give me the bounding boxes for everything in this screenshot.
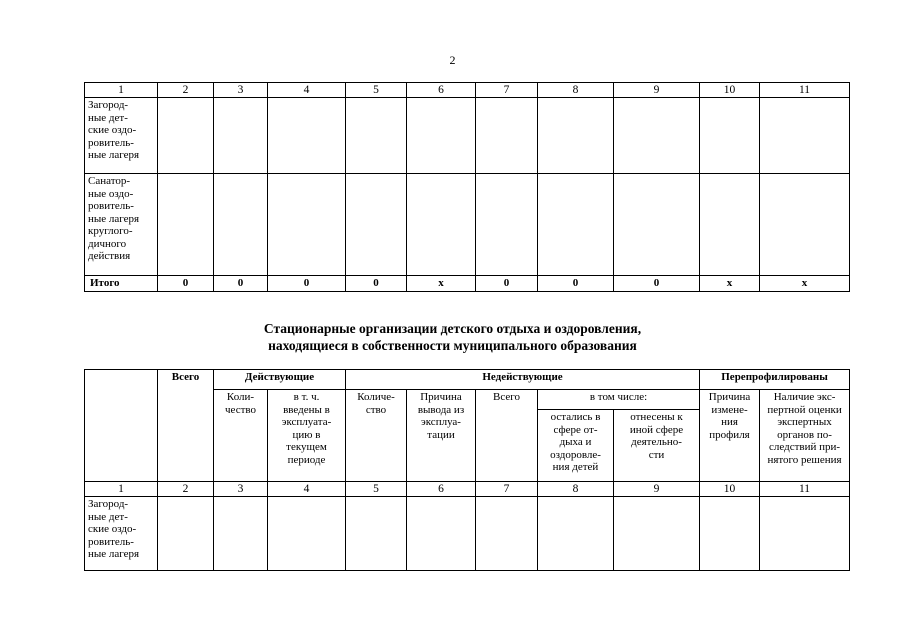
summary-table	[84, 82, 850, 292]
category-line: ные дет-	[88, 111, 128, 124]
total-value: x	[760, 276, 850, 292]
table-cell	[158, 98, 214, 174]
header-profile-reason: Причина измене- ния профиля	[700, 390, 760, 482]
page-number: 2	[449, 53, 456, 67]
table-cell	[214, 174, 268, 276]
column-number-row	[85, 83, 850, 98]
total-label: Итого	[85, 276, 158, 292]
col-number: 6	[407, 83, 476, 98]
header-count: Коли- чество	[214, 390, 268, 482]
col-number: 8	[538, 482, 614, 497]
table-cell	[700, 174, 760, 276]
table-cell	[158, 497, 214, 571]
table-cell	[538, 174, 614, 276]
category-line: ные дет-	[88, 510, 128, 523]
category-line: ные лагеря	[88, 149, 140, 161]
table-cell	[476, 174, 538, 276]
total-value: 0	[538, 276, 614, 292]
table-row	[85, 497, 850, 571]
header-inactive-count: Количе- ство	[346, 390, 407, 482]
category-line: круглого-	[88, 225, 133, 237]
section-title	[0, 320, 905, 354]
col-number: 5	[346, 83, 407, 98]
header-cell-empty	[85, 370, 158, 482]
col-number: 11	[760, 83, 850, 98]
table-cell	[538, 98, 614, 174]
table-cell	[700, 98, 760, 174]
table-cell	[268, 98, 346, 174]
header-incl-commissioned: в т. ч. введены в эксплуата- цию в текущем периоде	[268, 390, 346, 482]
col-number: 2	[158, 482, 214, 497]
total-value: 0	[268, 276, 346, 292]
row-category	[85, 98, 158, 174]
header-row	[85, 370, 850, 390]
category-line: действия	[88, 250, 131, 262]
facilities-table	[84, 369, 850, 571]
header-assigned-other: отнесены к иной сфере деятельно- сти	[614, 410, 700, 482]
header-total: Всего	[158, 370, 214, 482]
table-cell	[268, 497, 346, 571]
category-line: ные лагеря	[88, 548, 140, 560]
table-cell	[214, 497, 268, 571]
header-remained: остались в сфере от- дыха и оздоровле- ния детей	[538, 410, 614, 482]
col-number: 3	[214, 83, 268, 98]
col-number: 11	[760, 482, 850, 497]
col-number: 10	[700, 482, 760, 497]
table-row	[85, 98, 850, 174]
table-cell	[268, 174, 346, 276]
table-cell	[158, 174, 214, 276]
table-cell	[346, 174, 407, 276]
header-inactive-total: Всего	[476, 390, 538, 482]
category-line: ровитель-	[88, 200, 134, 212]
table-cell	[214, 98, 268, 174]
col-number: 9	[614, 83, 700, 98]
category-line: Санатор-	[88, 175, 131, 187]
section-title-line: находящиеся в собственности муниципального образования	[268, 338, 637, 353]
col-number: 3	[214, 482, 268, 497]
table-cell	[538, 497, 614, 571]
table-cell	[760, 174, 850, 276]
category-line: дичного	[88, 237, 127, 250]
table-cell	[346, 497, 407, 571]
category-line: Загород-	[88, 498, 129, 510]
column-number-row	[85, 482, 850, 497]
col-number: 2	[158, 83, 214, 98]
category-line: ровитель-	[88, 136, 134, 149]
table-cell	[614, 497, 700, 571]
col-number: 7	[476, 83, 538, 98]
col-number: 4	[268, 482, 346, 497]
table-row	[85, 174, 850, 276]
total-value: 0	[346, 276, 407, 292]
table-cell	[407, 98, 476, 174]
category-line: ные лагеря	[88, 212, 140, 225]
header-expert-assessment: Наличие экс- пертной оценки экспертных органов по- следствий при- нятого решения	[760, 390, 850, 482]
total-row	[85, 276, 850, 292]
table-cell	[700, 497, 760, 571]
row-category	[85, 174, 158, 276]
table-cell	[760, 98, 850, 174]
col-number: 9	[614, 482, 700, 497]
row-category	[85, 497, 158, 571]
total-value: 0	[214, 276, 268, 292]
col-number: 5	[346, 482, 407, 497]
header-including: в том числе:	[538, 390, 700, 410]
category-line: ские оздо-	[88, 124, 137, 136]
category-line: Загород-	[88, 99, 129, 111]
table-cell	[760, 497, 850, 571]
table-cell	[407, 174, 476, 276]
category-line: ровитель-	[88, 535, 134, 548]
col-number: 1	[85, 482, 158, 497]
header-reprofiled: Перепрофилированы	[700, 370, 850, 390]
col-number: 7	[476, 482, 538, 497]
header-withdrawal-reason: Причина вывода из эксплуа- тации	[407, 390, 476, 482]
total-value: 0	[158, 276, 214, 292]
section-title-line: Стационарные организации детского отдыха и оздоровления,	[263, 321, 642, 336]
col-number: 8	[538, 83, 614, 98]
table-cell	[476, 98, 538, 174]
category-line: ные оздо-	[88, 187, 134, 200]
col-number: 10	[700, 83, 760, 98]
table-cell	[614, 98, 700, 174]
total-value: 0	[476, 276, 538, 292]
header-inactive: Недействующие	[346, 370, 700, 390]
total-value: x	[407, 276, 476, 292]
table-cell	[614, 174, 700, 276]
table-cell	[476, 497, 538, 571]
category-line: ские оздо-	[88, 523, 137, 535]
col-number: 6	[407, 482, 476, 497]
table-cell	[346, 98, 407, 174]
total-value: x	[700, 276, 760, 292]
col-number: 4	[268, 83, 346, 98]
header-active: Действующие	[214, 370, 346, 390]
table-cell	[407, 497, 476, 571]
col-number: 1	[85, 83, 158, 98]
total-value: 0	[614, 276, 700, 292]
